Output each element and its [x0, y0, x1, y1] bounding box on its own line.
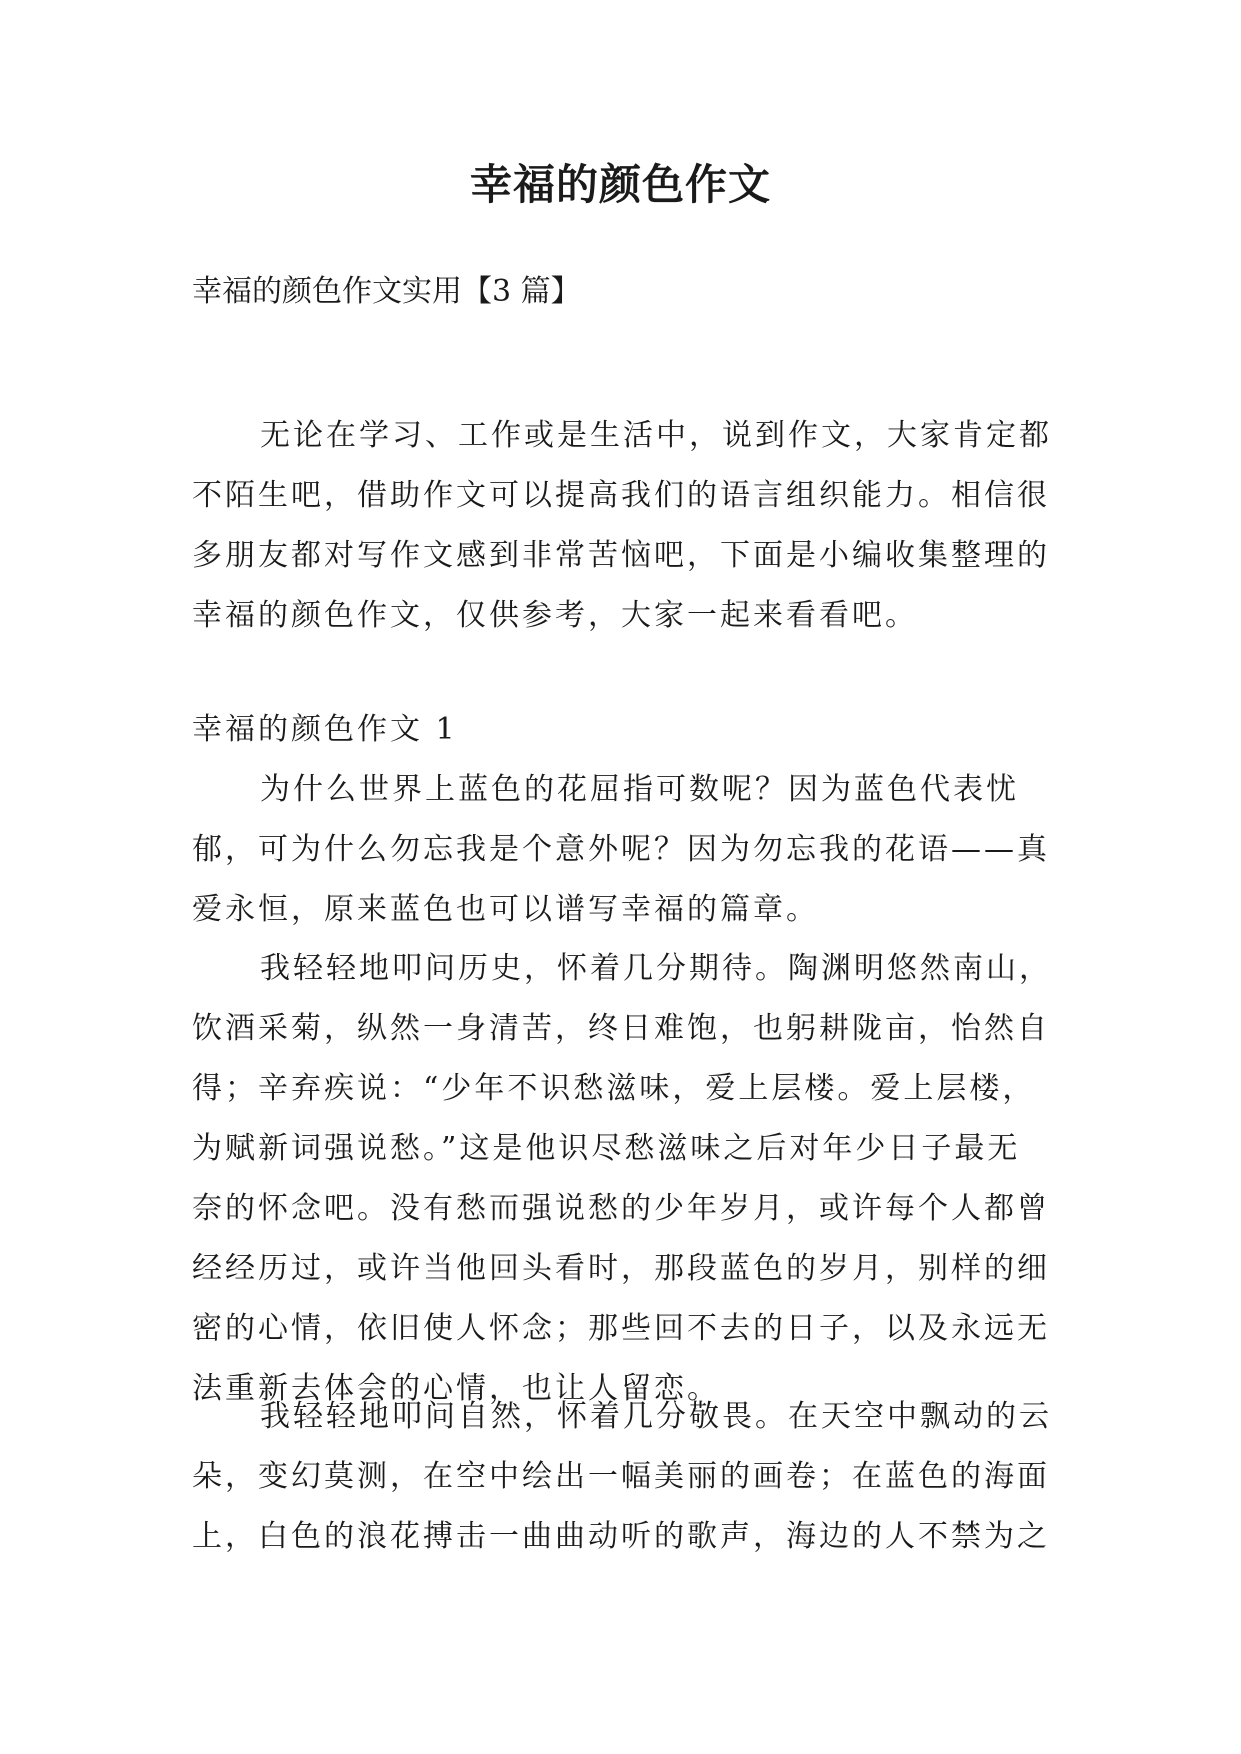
paragraph-line: 我轻轻地叩问历史，怀着几分期待。陶渊明悠然南山， — [260, 951, 1052, 986]
intro-line: 多朋友都对写作文感到非常苦恼吧，下面是小编收集整理的 — [192, 538, 1050, 573]
paragraph-line: 经经历过，或许当他回头看时，那段蓝色的岁月，别样的细 — [192, 1251, 1050, 1286]
intro-line: 幸福的颜色作文，仅供参考，大家一起来看看吧。 — [192, 598, 918, 633]
essay-paragraph-2 — [192, 939, 1072, 1419]
document-subtitle: 幸福的颜色作文实用【3 篇】 — [192, 274, 581, 309]
paragraph-line: 为赋新词强说愁。”这是他识尽愁滋味之后对年少日子最无 — [192, 1131, 1021, 1166]
document-title: 幸福的颜色作文 — [469, 160, 771, 209]
paragraph-line: 爱永恒，原来蓝色也可以谱写幸福的篇章。 — [192, 892, 819, 927]
essay-paragraph-3 — [192, 1387, 1072, 1567]
paragraph-line: 上，白色的浪花搏击一曲曲动听的歌声，海边的人不禁为之 — [192, 1519, 1050, 1554]
essay-paragraph-1 — [192, 760, 1072, 940]
intro-paragraph — [192, 406, 1072, 646]
section-heading-text: 幸福的颜色作文 1 — [192, 712, 458, 747]
paragraph-line: 郁，可为什么勿忘我是个意外呢？因为勿忘我的花语——真 — [192, 832, 1050, 867]
paragraph-line: 我轻轻地叩问自然，怀着几分敬畏。在天空中飘动的云 — [260, 1399, 1052, 1434]
paragraph-line: 奈的怀念吧。没有愁而强说愁的少年岁月，或许每个人都曾 — [192, 1191, 1050, 1226]
intro-line: 无论在学习、工作或是生活中，说到作文，大家肯定都 — [260, 418, 1052, 453]
paragraph-line: 朵，变幻莫测，在空中绘出一幅美丽的画卷；在蓝色的海面 — [192, 1459, 1050, 1494]
section-heading — [192, 700, 1072, 760]
paragraph-line: 饮酒采菊，纵然一身清苦，终日难饱，也躬耕陇亩，怡然自 — [192, 1011, 1050, 1046]
paragraph-line: 法重新去体会的心情，也让人留恋。 — [192, 1371, 720, 1406]
intro-line: 不陌生吧，借助作文可以提高我们的语言组织能力。相信很 — [192, 478, 1050, 513]
paragraph-line: 为什么世界上蓝色的花屈指可数呢？因为蓝色代表忧 — [260, 772, 1019, 807]
paragraph-line: 得；辛弃疾说：“少年不识愁滋味，爱上层楼。爱上层楼， — [192, 1071, 1036, 1106]
paragraph-line: 密的心情，依旧使人怀念；那些回不去的日子，以及永远无 — [192, 1311, 1050, 1346]
